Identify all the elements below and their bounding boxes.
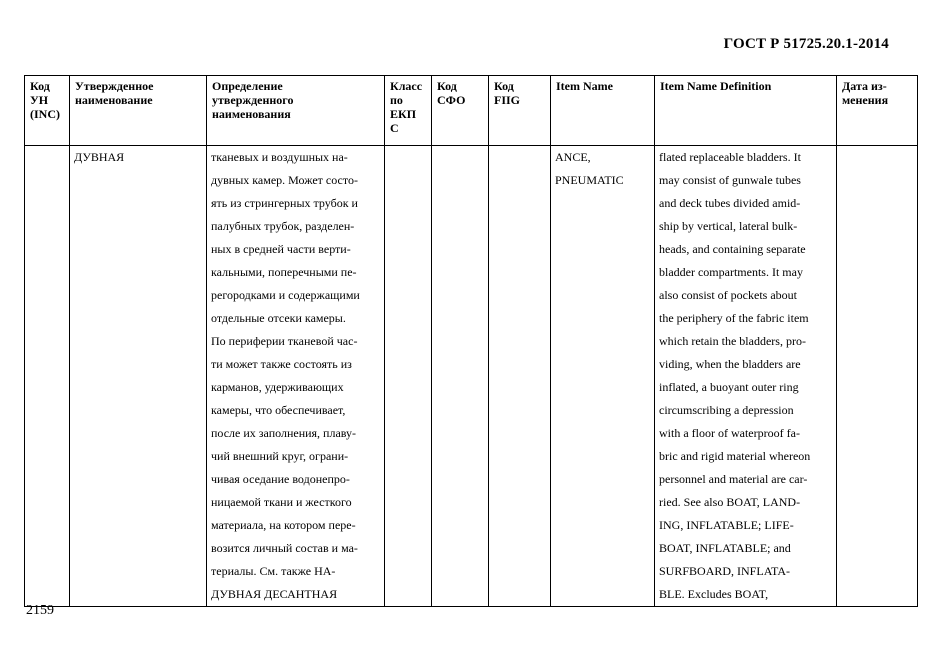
text-line: ять из стрингерных трубок и <box>211 196 358 210</box>
cell-ekps-class <box>385 146 432 607</box>
cell-fiig-code <box>489 146 551 607</box>
text-line: чивая оседание водонепро- <box>211 472 350 486</box>
header-line: наименование <box>75 93 153 107</box>
text-line: personnel and material are car- <box>659 472 808 486</box>
text-line: тканевых и воздушных на- <box>211 150 348 164</box>
cell-approved-name <box>70 146 207 607</box>
text-line: the periphery of the fabric item <box>659 311 809 325</box>
text-line: also consist of pockets about <box>659 288 797 302</box>
page-number: 2159 <box>26 603 54 618</box>
text-line: PNEUMATIC <box>555 173 624 187</box>
header-inc-code <box>25 76 70 146</box>
header-line: Item Name <box>556 79 613 93</box>
header-sfo-code <box>432 76 489 146</box>
cell-item-name <box>551 146 655 607</box>
text-line: карманов, удерживающих <box>211 380 344 394</box>
text-line: материала, на котором пере- <box>211 518 356 532</box>
header-item-name-definition <box>655 76 837 146</box>
text-line: circumscribing a depression <box>659 403 794 417</box>
text-line: чий внешний круг, ограни- <box>211 449 349 463</box>
cell-sfo-code <box>432 146 489 607</box>
header-item-name <box>551 76 655 146</box>
header-line: Утвержденное <box>75 79 154 93</box>
cell-definition <box>207 146 385 607</box>
text-line: viding, when the bladders are <box>659 357 801 371</box>
header-fiig-code <box>489 76 551 146</box>
text-line: териалы. См. также НА- <box>211 564 336 578</box>
text-line: регородками и содержащими <box>211 288 360 302</box>
text-line: после их заполнения, плаву- <box>211 426 357 440</box>
text-line: ship by vertical, lateral bulk- <box>659 219 798 233</box>
text-line: BLE. Excludes BOAT, <box>659 587 769 601</box>
header-line: ЕКП <box>390 107 417 121</box>
header-line: по <box>390 93 403 107</box>
text-line: with a floor of waterproof fa- <box>659 426 800 440</box>
header-approved-name <box>70 76 207 146</box>
text-line: may consist of gunwale tubes <box>659 173 801 187</box>
cell-change-date <box>837 146 918 607</box>
text-line: ING, INFLATABLE; LIFE- <box>659 518 794 532</box>
header-line: Item Name Definition <box>660 79 772 93</box>
table-row <box>25 146 918 607</box>
text-line: ных в средней части верти- <box>211 242 351 256</box>
header-line: менения <box>842 93 889 107</box>
text-line: ANCE, <box>555 150 591 164</box>
text-line: палубных трубок, разделен- <box>211 219 355 233</box>
text-line: кальными, поперечными пе- <box>211 265 357 279</box>
text-line: flated replaceable bladders. It <box>659 150 801 164</box>
text-line: ДУВНАЯ <box>74 150 125 164</box>
text-line: дувных камер. Может состо- <box>211 173 358 187</box>
header-line: (INC) <box>30 107 60 121</box>
nomenclature-table <box>24 75 918 607</box>
text-line: ДУВНАЯ ДЕСАНТНАЯ <box>211 587 338 601</box>
header-line: утвержденного <box>212 93 294 107</box>
header-line: FIIG <box>494 93 521 107</box>
text-line: and deck tubes divided amid- <box>659 196 801 210</box>
header-line: Определение <box>212 79 283 93</box>
text-line: По периферии тканевой час- <box>211 334 358 348</box>
header-line: Дата из- <box>842 79 887 93</box>
text-line: отдельные отсеки камеры. <box>211 311 346 325</box>
text-line: BOAT, INFLATABLE; and <box>659 541 791 555</box>
cell-item-name-definition <box>655 146 837 607</box>
header-line: Класс <box>390 79 423 93</box>
text-line: возится личный состав и ма- <box>211 541 358 555</box>
text-line: heads, and containing separate <box>659 242 806 256</box>
header-line: Код <box>30 79 50 93</box>
text-line: bric and rigid material whereon <box>659 449 811 463</box>
text-line: камеры, что обеспечивает, <box>211 403 346 417</box>
text-line: SURFBOARD, INFLATA- <box>659 564 791 578</box>
text-line: which retain the bladders, pro- <box>659 334 806 348</box>
header-line: С <box>390 121 399 135</box>
header-line: УН <box>30 93 49 107</box>
text-line: ти может также состоять из <box>211 357 352 371</box>
text-line: bladder compartments. It may <box>659 265 803 279</box>
header-line: Код <box>494 79 514 93</box>
text-line: ried. See also BOAT, LAND- <box>659 495 801 509</box>
header-ekps-class <box>385 76 432 146</box>
document-code: ГОСТ Р 51725.20.1-2014 <box>723 36 889 52</box>
text-line: inflated, a buoyant outer ring <box>659 380 799 394</box>
header-line: наименования <box>212 107 291 121</box>
cell-inc-code <box>25 146 70 607</box>
header-definition <box>207 76 385 146</box>
header-change-date <box>837 76 918 146</box>
header-line: Код <box>437 79 457 93</box>
table-header-row <box>25 76 918 146</box>
header-line: СФО <box>437 93 466 107</box>
text-line: ницаемой ткани и жесткого <box>211 495 352 509</box>
